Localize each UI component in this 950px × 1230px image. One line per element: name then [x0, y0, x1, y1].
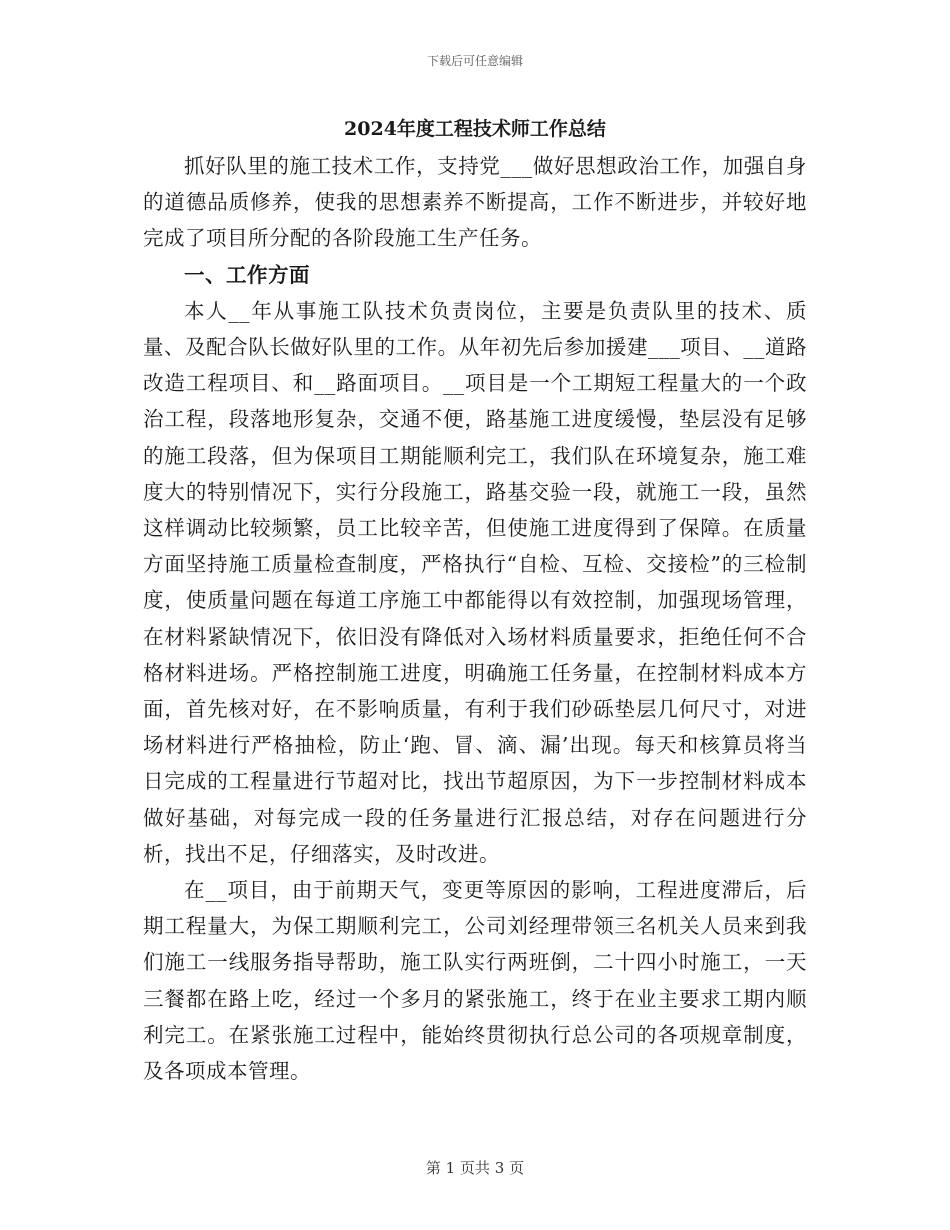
page-number-footer: 第 1 页共 3 页	[425, 1159, 525, 1177]
intro-paragraph: 抓好队里的施工技术工作，支持党___做好思想政治工作，加强自身的道德品质修养，使我的思想素养不断提高，工作不断进步，并较好地完成了项目所分配的各阶段施工生产任务。	[143, 154, 807, 251]
section-paragraph: 在__项目，由于前期天气，变更等原因的影响，工程进度滞后，后期工程量大，为保工期顺利完工，公司刘经理带领三名机关人员来到我们施工一线服务指导帮助，施工队实行两班倒，二十四小时施工，一天三餐都在路上吃，经过一个多月的紧张施工，终于在业主要求工期内顺利完工。在紧张施工过程中，能始终贯彻执行总公司的各项规章制度，及各项成本管理。	[143, 878, 807, 1084]
document-body	[143, 112, 807, 1089]
section-heading-work: 一、工作方面	[184, 262, 310, 287]
document-title: 2024年度工程技术师工作总结	[344, 118, 606, 140]
page-header-note: 下载后可任意编辑	[426, 54, 523, 68]
section-paragraph: 本人__年从事施工队技术负责岗位，主要是负责队里的技术、质量、及配合队长做好队里的工作。从年初先后参加援建___项目、__道路改造工程项目、和__路面项目。__项目是一个工期短工程量大的一个政治工程，段落地形复杂，交通不便，路基施工进度缓慢，垫层没有足够的施工段落，但为保项目工期能顺利完工，我们队在环境复杂，施工难度大的特别情况下，实行分段施工，路基交验一段，就施工一段，虽然这样调动比较频繁，员工比较辛苦，但使施工进度得到了保障。在质量方面坚持施工质量检查制度，严格执行“自检、互检、交接检”的三检制度，使质量问题在每道工序施工中都能得以有效控制，加强现场管理，在材料紧缺情况下，依旧没有降低对入场材料质量要求，拒绝任何不合格材料进场。严格控制施工进度，明确施工任务量，在控制材料成本方面，首先核对好，在不影响质量，有利于我们砂砾垫层几何尺寸，对进场材料进行严格抽检，防止‘跑、冒、滴、漏’出现。每天和核算员将当日完成的工程量进行节超对比，找出节超原因，为下一步控制材料成本做好基础，对每完成一段的任务量进行汇报总结，对存在问题进行分析，找出不足，仔细落实，及时改进。	[143, 298, 807, 866]
